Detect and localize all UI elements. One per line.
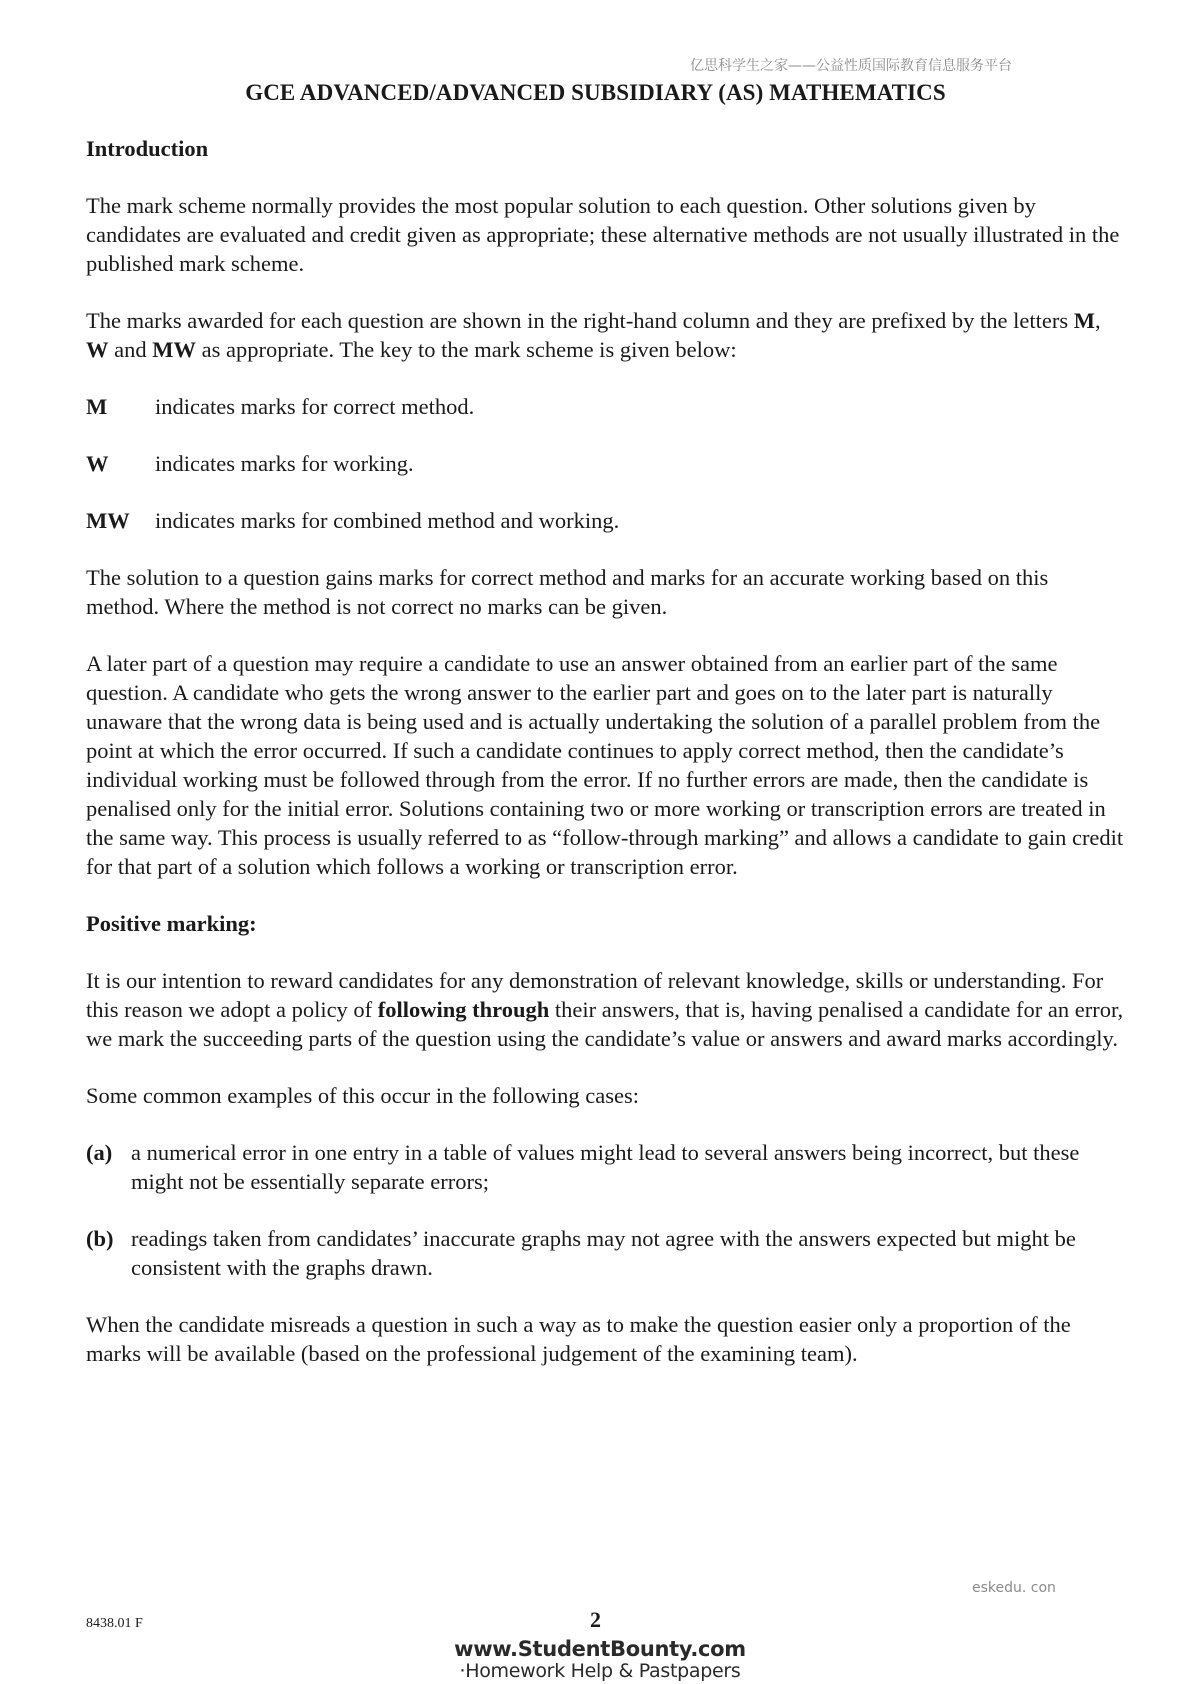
case-text: readings taken from candidates’ inaccurate graphs may not agree with the answers expected but might be consistent with the graphs drawn. [131,1226,1076,1280]
page-number: 2 [590,1607,601,1632]
case-label: (b) [86,1226,114,1251]
key-text: indicates marks for combined method and working. [155,508,620,533]
case-text: a numerical error in one entry in a table of values might lead to several answers being incorrect, but these might not be essentially separate errors; [131,1140,1080,1194]
watermark-bottom-right: eskedu. con [972,1580,1056,1596]
key-w: W [86,337,109,362]
document-code: 8438.01 F [86,1616,143,1631]
studentbounty-logo [440,1638,760,1682]
key-row-mw [86,506,1126,535]
bold-following-through: following through [377,997,550,1022]
document-title: GCE ADVANCED/ADVANCED SUBSIDIARY (AS) MATHEMATICS [245,80,946,105]
key-row-m [86,392,1126,421]
case-item-b [86,1224,1126,1282]
intro-paragraph-1: The mark scheme normally provides the most popular solution to each question. Other solutions given by candidates are evaluated and credit given as appropriate; these alternative methods are not usually illustrated in the published mark scheme. [86,193,1120,276]
positive-paragraph-2: Some common examples of this occur in the following cases: [86,1083,640,1108]
positive-marking-heading: Positive marking: [86,911,257,936]
watermark-top: 亿思科学生之家——公益性质国际教育信息服务平台 [690,58,1012,74]
intro-paragraph-3: The solution to a question gains marks for correct method and marks for an accurate working based on this method. Where the method is not correct no marks can be given. [86,565,1049,619]
key-mw: MW [152,337,196,362]
logo-line-1: www.StudentBounty.com [454,1637,746,1661]
key-text: indicates marks for working. [155,451,414,476]
key-m: M [1073,308,1096,333]
case-item-a [86,1138,1126,1196]
positive-paragraph-1: It is our intention to reward candidates for any demonstration of relevant knowledge, skills or understanding. For this reason we adopt a policy of following through their answers, that is, having penalised a candidate for an error, we mark the succeeding parts of the question using the candidate’s value or answers and award marks accordingly. [86,968,1124,1051]
key-code: W [86,451,109,476]
intro-paragraph-4: A later part of a question may require a candidate to use an answer obtained from an earlier part of the same question. A candidate who gets the wrong answer to the earlier part and goes on to the later part is naturally unaware that the wrong data is being used and is actually undertaking the solution of a parallel problem from the point at which the error occurred. If such a candidate continues to apply correct method, then the candidate’s individual working must be followed through from the error. If no further errors are made, then the candidate is penalised only for the initial error. Solutions containing two or more working or transcription errors are treated in the same way. This process is usually referred to as “follow-through marking” and allows a candidate to gain credit for that part of a solution which follows a working or transcription error. [86,651,1124,879]
introduction-heading: Introduction [86,136,209,161]
key-code: MW [86,508,130,533]
intro-paragraph-2: The marks awarded for each question are shown in the right-hand column and they are prefixed by the letters M, W and MW as appropriate. The key to the mark scheme is given below: [86,308,1101,362]
logo-line-2: ·Homework Help & Pastpapers [459,1660,741,1682]
key-code: M [86,394,108,419]
key-row-w [86,449,1126,478]
positive-paragraph-3: When the candidate misreads a question in such a way as to make the question easier only a proportion of the marks will be available (based on the professional judgement of the examining team). [86,1312,1071,1366]
key-text: indicates marks for correct method. [155,394,475,419]
case-label: (a) [86,1140,113,1165]
document-body [86,134,1126,1396]
